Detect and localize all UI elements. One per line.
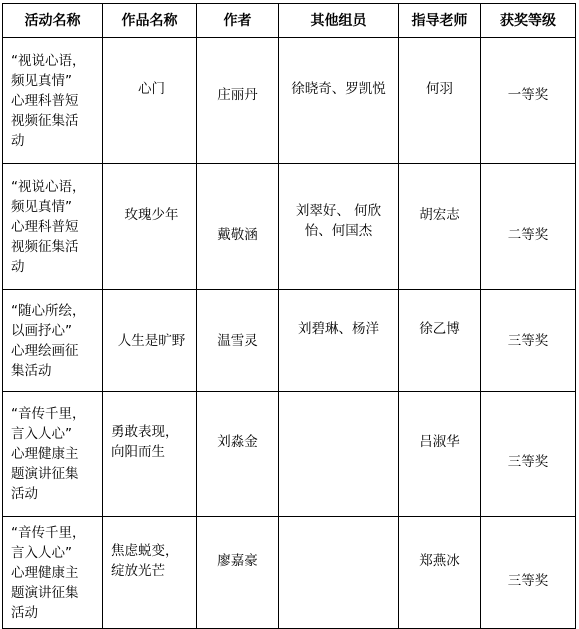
table-row xyxy=(3,164,576,290)
author-cell xyxy=(197,164,279,290)
activity-cell xyxy=(3,517,103,629)
awards-table xyxy=(2,3,576,629)
members-text: 刘翠好、 何欣 怡、何国杰 xyxy=(295,202,382,239)
header-activity: 活动名称 xyxy=(3,4,103,38)
award-text: 三等奖 xyxy=(507,332,549,349)
award-cell xyxy=(481,38,576,164)
award-text: 二等奖 xyxy=(507,226,549,243)
members-cell xyxy=(279,392,399,517)
award-cell xyxy=(481,517,576,629)
work-text: 焦虑蜕变， 绽放光芒 xyxy=(111,542,179,579)
teacher-cell xyxy=(399,38,481,164)
members-cell xyxy=(279,290,399,392)
teacher-cell xyxy=(399,290,481,392)
table-row xyxy=(3,517,576,629)
teacher-cell xyxy=(399,392,481,517)
author-text: 温雪灵 xyxy=(217,332,258,349)
activity-cell xyxy=(3,164,103,290)
award-text: 三等奖 xyxy=(507,454,549,470)
table-row xyxy=(3,392,576,517)
award-text: 一等奖 xyxy=(507,86,549,103)
members-text: 刘碧琳、杨洋 xyxy=(298,320,379,337)
work-cell xyxy=(103,517,197,629)
header-award: 获奖等级 xyxy=(481,4,576,38)
work-text: 玫瑰少年 xyxy=(124,206,179,223)
teacher-cell xyxy=(399,164,481,290)
author-text: 庄丽丹 xyxy=(217,86,258,103)
members-cell xyxy=(279,164,399,290)
members-cell xyxy=(279,38,399,164)
work-text: 人生是旷野 xyxy=(117,332,186,349)
award-cell xyxy=(481,290,576,392)
table-header-row xyxy=(3,4,576,38)
author-text: 廖嘉豪 xyxy=(217,552,258,569)
table-row xyxy=(3,38,576,164)
author-cell xyxy=(197,517,279,629)
activity-text: “音传千里， 言入人心” 心理健康主 题演讲征集 活动 xyxy=(11,524,86,621)
header-work: 作品名称 xyxy=(103,4,197,38)
award-cell xyxy=(481,392,576,517)
activity-cell xyxy=(3,290,103,392)
work-cell xyxy=(103,290,197,392)
teacher-text: 郑燕冰 xyxy=(419,552,460,569)
activity-cell xyxy=(3,392,103,517)
author-cell xyxy=(197,290,279,392)
activity-text: “视说心语， 频见真情” 心理科普短 视频征集活 动 xyxy=(11,52,86,149)
work-cell xyxy=(103,38,197,164)
header-author: 作者 xyxy=(197,4,279,38)
teacher-text: 吕淑华 xyxy=(419,434,460,450)
members-cell xyxy=(279,517,399,629)
activity-cell xyxy=(3,38,103,164)
author-cell xyxy=(197,38,279,164)
activity-text: “随心所绘， 以画抒心” 心理绘画征 集活动 xyxy=(11,302,86,379)
work-text: 勇敢表现， 向阳而生 xyxy=(111,424,179,460)
award-cell xyxy=(481,164,576,290)
teacher-text: 何羽 xyxy=(426,80,453,97)
award-text: 三等奖 xyxy=(507,572,549,589)
header-members: 其他组员 xyxy=(279,4,399,38)
activity-text: “视说心语， 频见真情” 心理科普短 视频征集活 动 xyxy=(11,178,86,275)
teacher-text: 徐乙博 xyxy=(419,320,460,337)
teacher-cell xyxy=(399,517,481,629)
table-row xyxy=(3,290,576,392)
header-teacher: 指导老师 xyxy=(399,4,481,38)
work-text: 心门 xyxy=(138,80,165,97)
members-text: 徐晓奇、罗凯悦 xyxy=(291,80,386,97)
work-cell xyxy=(103,164,197,290)
author-text: 戴敬涵 xyxy=(217,226,258,243)
work-cell xyxy=(103,392,197,517)
author-text: 刘淼金 xyxy=(217,434,258,450)
activity-text: “音传千里， 言入人心” 心理健康主 题演讲征集 活动 xyxy=(11,406,86,502)
author-cell xyxy=(197,392,279,517)
teacher-text: 胡宏志 xyxy=(419,206,460,223)
